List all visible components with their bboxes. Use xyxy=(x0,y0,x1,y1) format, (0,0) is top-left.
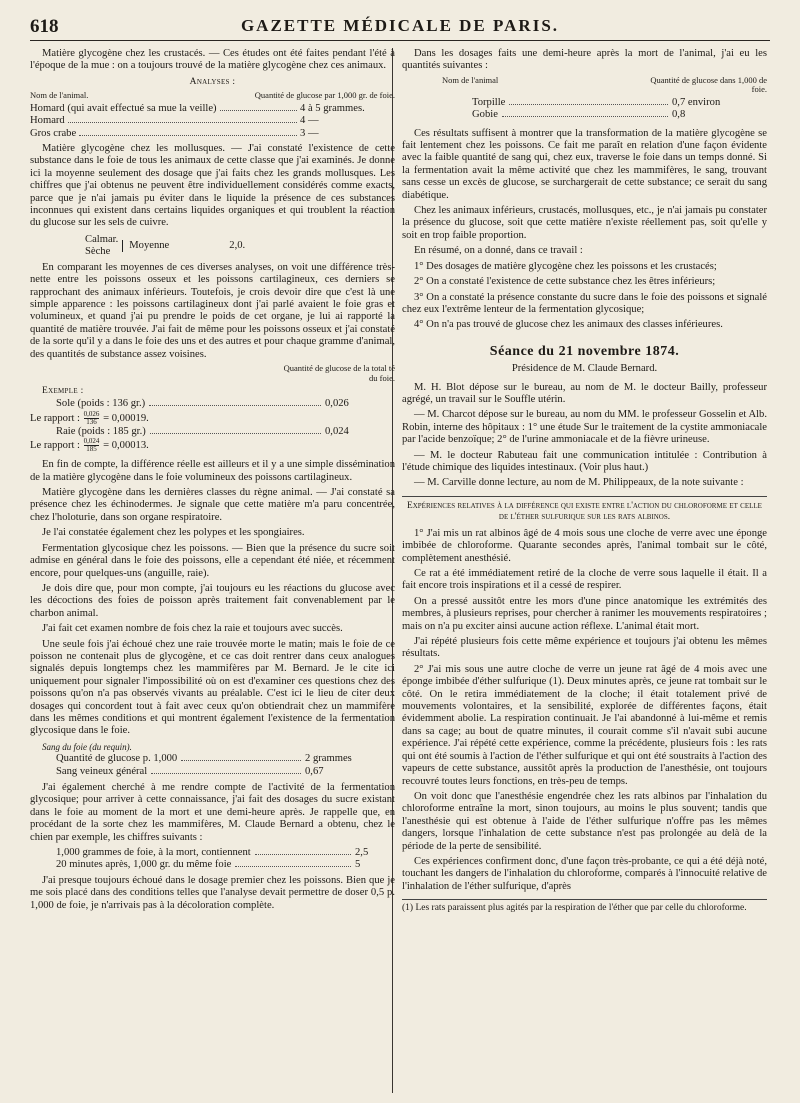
glucose-value: 0,7 environ xyxy=(672,96,721,108)
summary-item: 2° On a constaté l'existence de cette substance chez les êtres inférieurs; xyxy=(414,276,716,288)
paragraph: J'ai fait cet examen nombre de fois chez la raie et toujours avec succès. xyxy=(42,623,343,635)
example-row xyxy=(56,426,395,438)
paragraph: — M. Carville donne lecture, au nom de M. Philippeaux, de la note suivante : xyxy=(414,477,744,489)
paragraph: Une seule fois j'ai échoué chez une raie trouvée morte le matin; mais le foie de ce poisson ne contenait plus de glycogène, et ce cas doit rentrer dans ceux analogues signalés depuis longtemps chez les mammifères par M. Bernard. Je le cite ici uniquement pour signaler l'impossibilité où on est d'examiner ces questions chez des poissons qu'on n'a pas observés vivants au préalable. C'est ici le lieu de citer deux dosages qui concordent tout à fait avec ceux qu'on obtiendrait chez un mammifère dans les mêmes conditions et qui montrent également l'existence de la fermentation glycosique dans le foie. xyxy=(30,638,395,737)
paragraph: J'ai également cherché à me rendre compte de l'activité de la fermentation glycosique; pour arriver à cette connaissance, j'ai fait des dosages du sucre existant dans le foie au moment de la mort et une demi-heure après. Je rappelle que, en procédant de la sorte chez les mammifères, M. Claude Bernard a obtenu, chez le chien par exemple, les chiffres suivants : xyxy=(30,782,395,843)
glucose-value: 4 — xyxy=(300,115,319,127)
paragraph: — M. le docteur Rabuteau fait une communication intitulée : Contribution à l'étude chimique des liquides intestinaux. (Voir plus haut.) xyxy=(402,449,767,473)
paragraph: 2° J'ai mis sous une autre cloche de verre un jeune rat âgé de 4 mois avec une éponge imbibée d'éther sulfurique (1). Deux minutes après, ce jeune rat tombait sur le côté. On le retira immédiatement de la cloche; il était totalement privé de mouvements volontaires, et la sensibilité, explorée de différentes façons, était évidemment abolie. La respiration continuait. Je l'ai abandonné à lui-même et remis dans sa cage; au bout de quatre minutes, il courait comme s'il n'avait subi aucune expérience. J'ai répété cette expérience, comme la précédente, plusieurs fois : les rats qui ont été soumis à l'action de l'éther sulfurique et qui ont été soustraits à l'action des vapeurs de cette substance, aussitôt après la production de l'anesthésie, ont toujours recouvré toutes leurs fonctions, en très-peu de temps. xyxy=(402,663,767,787)
ratio-label: Le rapport : xyxy=(30,412,81,424)
example-label: Exemple : xyxy=(42,386,84,397)
table-header-left: Nom de l'animal. xyxy=(30,90,89,101)
paragraph: En comparant les moyennes de ces diverses analyses, on voit une différence très-nette entre les poissons osseux et les poissons cartilagineux, ces derniers se rapprochant des animaux inférieurs. Toutefois, je crois devoir dire que c'est là une simple apparence : les poissons cartilagineux dont j'ai parlé avaient le foie gras et volumineux, et quand j'ai pu prendre le poids de cet organe, je lui ai rapporté la quantité de matière trouvée. J'ai fait de même pour les poissons osseux et j'ai constaté de la sorte qu'il y a dans le foie des uns et des autres et pour chaque gramme d'animal, des quantités de substance assez voisines. xyxy=(30,261,395,360)
paragraph: Fermentation glycosique chez les poissons. — Bien que la présence du sucre soit admise en général dans le foie des poissons, elle a cependant été niée, et récemment encore, pour quelques-uns (anguille, raie). xyxy=(30,542,395,579)
page-header xyxy=(30,14,770,41)
animal-name: Gobie xyxy=(472,109,498,121)
dog-row: 1,000 grammes de foie, à la mort, contiennent 2,5 xyxy=(56,847,369,859)
mollusc-average xyxy=(85,234,395,258)
animal-name: Homard xyxy=(30,115,65,127)
table-row xyxy=(30,103,395,115)
paragraph: Ces expériences confirment donc, d'une façon très-probante, ce qui a été déjà noté, touchant les dangers de l'inhalation du chloroforme, comparés à l'innocuité relative de l'inhalation de l'éther sulfurique, d'après xyxy=(402,855,767,892)
dog-row: 20 minutes après, 1,000 gr. du même foie 5 xyxy=(56,859,361,871)
animal-name: Torpille xyxy=(472,96,506,108)
paragraph: On voit donc que l'anesthésie engendrée chez les rats albinos par l'inhalation du chloroforme entraîne la mort, sinon toujours, au moins le plus souvent; tandis que l'anesthésie qui est obtenue à l'aide de l'éther sulfurique n'offre pas les mêmes dangers, lorsque l'inhalation de cette substance n'est pas prolongée au delà de la période de la perte de sensibilité. xyxy=(402,790,767,852)
paragraph: Dans les dosages faits une demi-heure après la mort de l'animal, j'ai eu les quantités suivantes : xyxy=(402,48,767,72)
ratio-fraction: $\frac{0,026}{136}$ xyxy=(83,409,100,426)
paragraph: J'ai presque toujours échoué dans le dosage premier chez les poissons. Bien que je me sois placé dans des conditions telles que l'analyse devait permettre de doser 0,5 p. 1,000 de foie, je n'arrivais pas à la décoloration complète. xyxy=(30,874,395,911)
paragraph: 1° J'ai mis un rat albinos âgé de 4 mois sous une cloche de verre avec une éponge imbibée de chloroforme. Quarante secondes après, l'animal tombait sur le côté, complètement anesthésié. xyxy=(402,527,767,564)
mollusc-name: Sèche xyxy=(85,245,111,257)
fish-name: Raie (poids : 185 gr.) xyxy=(56,425,146,437)
table-row xyxy=(472,109,767,121)
paragraph: Je dois dire que, pour mon compte, j'ai toujours eu les réactions du glucose avec les décoctions des foies de poisson après traitement fait convenablement par le charbon animal. xyxy=(30,582,395,619)
paragraph: En fin de compte, la différence réelle est ailleurs et il y a une simple dissémination de la matière glycogène dans le foie volumineux des poissons cartilagineux. xyxy=(30,459,395,483)
session-heading: Séance du 21 novembre 1874. xyxy=(489,343,680,359)
average-label: Moyenne xyxy=(122,240,169,252)
blood-row: Quantité de glucose p. 1,000 2 grammes xyxy=(56,753,352,765)
paragraph: Chez les animaux inférieurs, crustacés, mollusques, etc., je n'ai jamais pu constater la présence du glucose, soit que cette matière n'existe réellement pas, soit qu'elle y soit en trop faible proportion. xyxy=(402,205,767,241)
right-column xyxy=(402,48,767,1098)
left-column xyxy=(30,48,395,1098)
table-row xyxy=(30,115,395,127)
experiment-title: Expériences relatives à la différence qui existe entre l'action du chloroforme et celle de l'éther sulfurique sur les rats albinos. xyxy=(402,496,767,523)
summary-item: 4° On n'a pas trouvé de glucose chez les animaux des classes inférieures. xyxy=(414,319,723,331)
fish-name: Sole (poids : 136 gr.) xyxy=(56,398,146,410)
paragraph: Matière glycogène dans les dernières classes du règne animal. — J'ai constaté sa présence chez les échinodermes. Je signale que cette matière m'a paru concentrée, chez l'holoturie, dans son organe respiratoire. xyxy=(30,487,395,523)
paragraph: — M. Charcot dépose sur le bureau, au nom du MM. le professeur Gosselin et Alb. Robin, interne des hôpitaux : 1° une étude Sur le traitement de la cystite ammoniacale par l'acide benzoïque; 2° de l'urine ammoniacale et de la fièvre urineuse. xyxy=(402,409,767,446)
summary-item: 3° On a constaté la présence constante du sucre dans le foie des poissons et signalé chez eux l'extrême lenteur de la fermentation glycosique; xyxy=(402,291,767,315)
table-row xyxy=(472,97,767,109)
glucose-value: 3 — xyxy=(300,127,319,139)
paragraph: En résumé, on a donné, dans ce travail : xyxy=(414,245,583,257)
ratio-value: = 0,00019. xyxy=(103,412,149,424)
paragraph: J'ai répété plusieurs fois cette même expérience et toujours j'ai obtenu les mêmes résultats. xyxy=(402,636,767,660)
ratio-fraction: $\frac{0,024}{185}$ xyxy=(83,437,100,454)
paragraph: Ce rat a été immédiatement retiré de la cloche de verre sous laquelle il était. Il a fait encore trois inspirations et il a cessé de respirer. xyxy=(402,568,767,592)
summary-item: 1° Des dosages de matière glycogène chez les poissons et les crustacés; xyxy=(414,260,717,272)
average-value: 2,0. xyxy=(229,239,246,251)
paragraph: M. H. Blot dépose sur le bureau, au nom de M. le docteur Bailly, professeur agrégé, un travail sur le Souffle utérin. xyxy=(402,381,767,405)
ratio-label: Le rapport : xyxy=(30,440,81,452)
footnote: (1) Les rats paraissent plus agités par la respiration de l'éther que par celle du chloroforme. xyxy=(402,899,767,914)
blood-table-header: Sang du foie (du requin). xyxy=(42,741,132,752)
paragraph: Ces résultats suffisent à montrer que la transformation de la matière glycogène se fait lentement chez les poissons. Ce fait me paraît en relation d'une façon évidente avec la faible quantité de sang qui, chez eux, traverse le foie dans un temps donné. Si la fermentation avait la même activité que chez les mammifères, le sang, trouvant sans cesse un excès de glucose, se surchargerait de cette substance; ce serait du sang diabétique. xyxy=(402,127,767,201)
table-header xyxy=(30,91,395,101)
fish-value: 0,024 xyxy=(325,425,349,437)
presidency-line: Présidence de M. Claude Bernard. xyxy=(511,363,658,375)
example-header: Quantité de glucose de la total té du foie. xyxy=(283,363,395,383)
table-header: Nom de l'animal Quantité de glucose dans 1,000 de foie. xyxy=(442,74,767,95)
ratio-line xyxy=(30,438,395,453)
running-title: GAZETTE MÉDICALE DE PARIS. xyxy=(240,16,560,35)
mollusc-name: Calmar. xyxy=(85,233,119,245)
fish-value: 0,026 xyxy=(325,398,349,410)
animal-name: Homard (qui avait effectué sa mue la veille) xyxy=(30,102,217,114)
glucose-value: 4 à 5 grammes. xyxy=(300,102,365,114)
table-header-right: Quantité de glucose par 1,000 gr. de foie. xyxy=(254,90,395,101)
paragraph: Matière glycogène chez les mollusques. — J'ai constaté l'existence de cette substance dans le foie de tous les animaux de cette classe que j'ai examinés. Je donne ici la moyenne seulement des dosage que j'ai faits chez les grands mollusques. Les chiffres que j'ai obtenus ne peuvent être individuellement considérés comme exacts, parce que je n'ai jamais pu éviter dans le liquide la présence de ces substances inconnues qui existent dans certains liquides organiques et qui troublent la réaction du glucose sur les sels de cuivre. xyxy=(30,142,395,229)
paragraph: On a pressé aussitôt entre les mors d'une pince anatomique les extrémités des membres, à plusieurs reprises, pour chercher à ranimer les mouvements respiratoires ; mais on n'a pu exciter ainsi aucune action réflexe. L'animal était mort. xyxy=(402,595,767,632)
glucose-value: 0,8 xyxy=(672,109,686,121)
table-row xyxy=(30,128,395,140)
blood-row: Sang veineux général 0,67 xyxy=(56,765,324,777)
example-row xyxy=(56,398,395,410)
paragraph: Matière glycogène chez les crustacés. — Ces études ont été faites pendant l'été à l'époque de la mue : on a toujours trouvé de la matière glycogène chez ces animaux. xyxy=(30,48,395,72)
animal-name: Gros crabe xyxy=(30,127,77,139)
ratio-line xyxy=(30,411,395,426)
analyses-title: Analyses : xyxy=(189,76,236,87)
ratio-value: = 0,00013. xyxy=(103,440,149,452)
paragraph: Je l'ai constatée également chez les polypes et les spongiaires. xyxy=(42,527,305,539)
page-number: 618 xyxy=(30,16,59,37)
